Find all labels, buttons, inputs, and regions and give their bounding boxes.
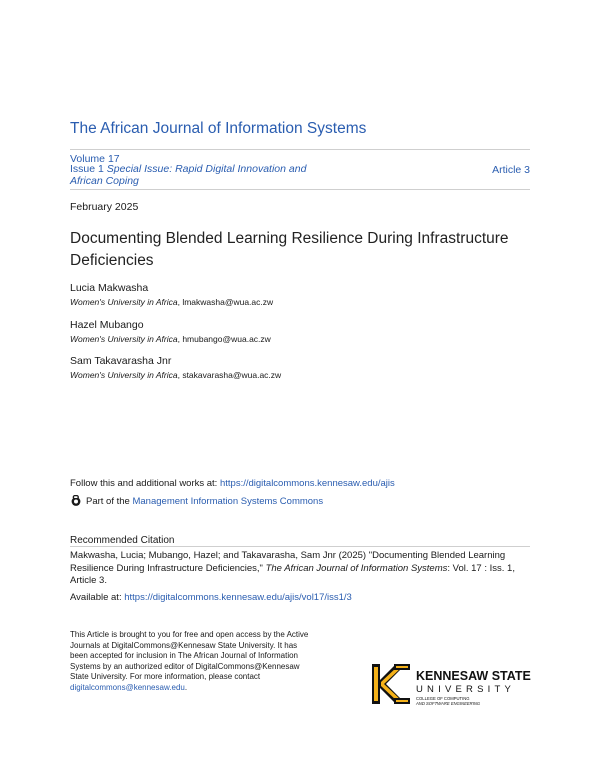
citation-text: [70, 550, 530, 588]
open-access-notice: [70, 630, 310, 694]
author-block: [70, 319, 271, 344]
paper-title: Documenting Blended Learning Resilience During Infrastructure Deficiencies: [70, 230, 509, 269]
available-text: Available at:: [70, 592, 125, 603]
affiliation-name: Women's University in Africa: [70, 370, 178, 380]
logo-line-4: AND SOFTWARE ENGINEERING: [416, 701, 481, 706]
author-block: [70, 282, 273, 307]
citation-tail: : Vol. 17 : Iss. 1, Article 3.: [70, 562, 515, 586]
part-of-line: [70, 495, 323, 507]
journal-title[interactable]: The African Journal of Information Systems: [70, 120, 367, 137]
author-affiliation: [70, 297, 273, 307]
publication-date: February 2025: [70, 201, 139, 213]
author-affiliation: [70, 370, 281, 380]
citation-main: Makwasha, Lucia; Mubango, Hazel; and Takavarasha, Sam Jnr (2025) "Documenting Blended Learning Resilience During Infrastructure Deficiencies,": [70, 550, 506, 574]
author-block: [70, 355, 281, 380]
logo-line-2: UNIVERSITY: [416, 684, 516, 695]
commons-link[interactable]: Management Information Systems Commons: [132, 495, 324, 507]
article-link[interactable]: Article 3: [492, 164, 530, 176]
notice-text: This Article is brought to you for free and open access by the Active Journals at DigitalCommons@Kennesaw State University. It has been accepted for inclusion in The African Journal of Information Systems by an authorized editor of DigitalCommons@Kennesaw State University. For more information, please contact: [70, 630, 309, 682]
divider: [70, 546, 530, 547]
citation-journal: The African Journal of Information Systems: [265, 562, 448, 574]
follow-text: Follow this and additional works at:: [70, 478, 220, 489]
kennesaw-state-logo: [372, 660, 537, 708]
divider: [70, 189, 530, 190]
author-name: Lucia Makwasha: [70, 282, 149, 294]
issue-special-title: Special Issue: Rapid Digital Innovation and African Coping: [70, 163, 307, 187]
author-email: , stakavarasha@wua.ac.zw: [177, 370, 282, 380]
recommended-citation-heading: Recommended Citation: [70, 535, 175, 546]
follow-link[interactable]: https://digitalcommons.kennesaw.edu/ajis: [219, 478, 395, 489]
open-access-icon: [70, 495, 82, 507]
issue-number: Issue 1: [70, 163, 104, 175]
issue-link[interactable]: [70, 164, 330, 187]
affiliation-name: Women's University in Africa: [70, 334, 178, 344]
logo-line-1: KENNESAW STATE: [416, 669, 531, 683]
author-name: Sam Takavarasha Jnr: [70, 355, 172, 367]
ksu-emblem-icon: [372, 664, 410, 704]
follow-line: [70, 478, 395, 489]
author-email: , lmakwasha@wua.ac.zw: [177, 297, 274, 307]
affiliation-name: Women's University in Africa: [70, 297, 178, 307]
author-email: , hmubango@wua.ac.zw: [177, 334, 271, 344]
ksu-logo-graphic: [372, 660, 537, 708]
notice-end: .: [184, 682, 188, 692]
volume-link[interactable]: Volume 17: [70, 153, 120, 165]
author-name: Hazel Mubango: [70, 319, 144, 331]
logo-line-3: COLLEGE OF COMPUTING: [416, 696, 470, 701]
author-affiliation: [70, 334, 271, 344]
contact-email-link[interactable]: digitalcommons@kennesaw.edu: [70, 682, 185, 692]
part-of-text: Part of the: [86, 495, 130, 507]
article-url-link[interactable]: https://digitalcommons.kennesaw.edu/ajis/vol17/iss1/3: [124, 592, 352, 603]
available-at-line: [70, 592, 352, 603]
divider: [70, 149, 530, 150]
